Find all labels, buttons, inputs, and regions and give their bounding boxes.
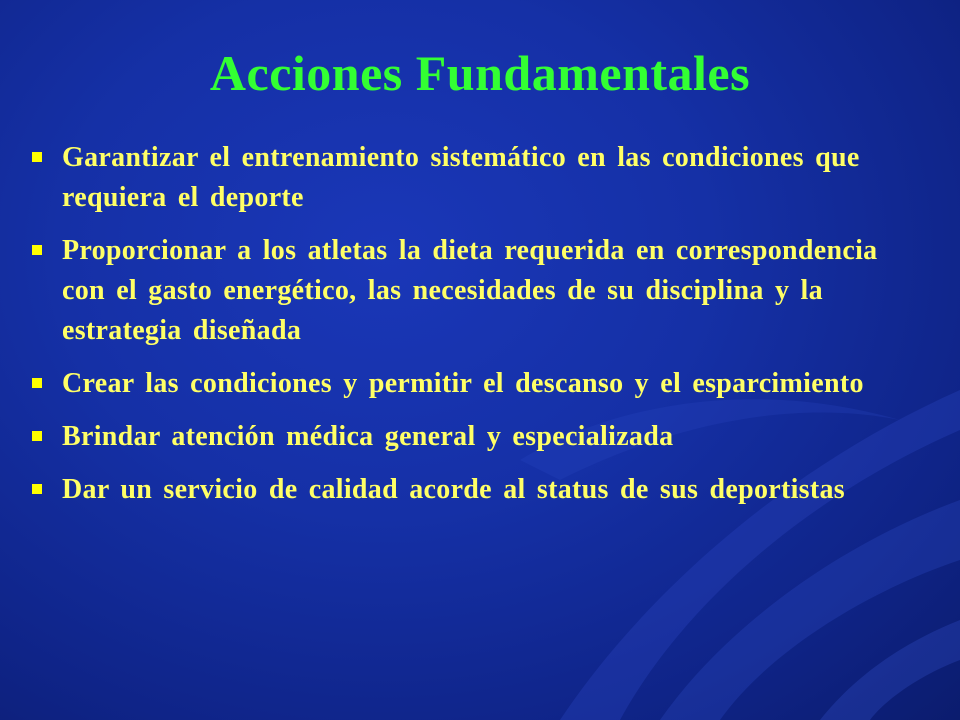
bullet-list [30,138,910,523]
bullet-text: Garantizar el entrenamiento sistemático en las condiciones que requiera el deporte [62,142,860,213]
bullet-item [30,231,910,351]
bullet-text: Dar un servicio de calidad acorde al status de sus deportistas [62,474,845,505]
square-bullet-icon [32,484,42,494]
square-bullet-icon [32,245,42,255]
bullet-item [30,138,910,218]
bullet-text: Brindar atención médica general y especializada [62,421,674,452]
bullet-text: Crear las condiciones y permitir el descanso y el esparcimiento [62,368,864,399]
bullet-item [30,470,910,510]
square-bullet-icon [32,378,42,388]
bullet-item [30,364,910,404]
slide-title: Acciones Fundamentales [209,45,751,101]
square-bullet-icon [32,152,42,162]
bullet-text: Proporcionar a los atletas la dieta requerida en correspondencia con el gasto energético, las necesidades de su disciplina y la estrategia diseñada [62,235,878,346]
bullet-item [30,417,910,457]
square-bullet-icon [32,431,42,441]
